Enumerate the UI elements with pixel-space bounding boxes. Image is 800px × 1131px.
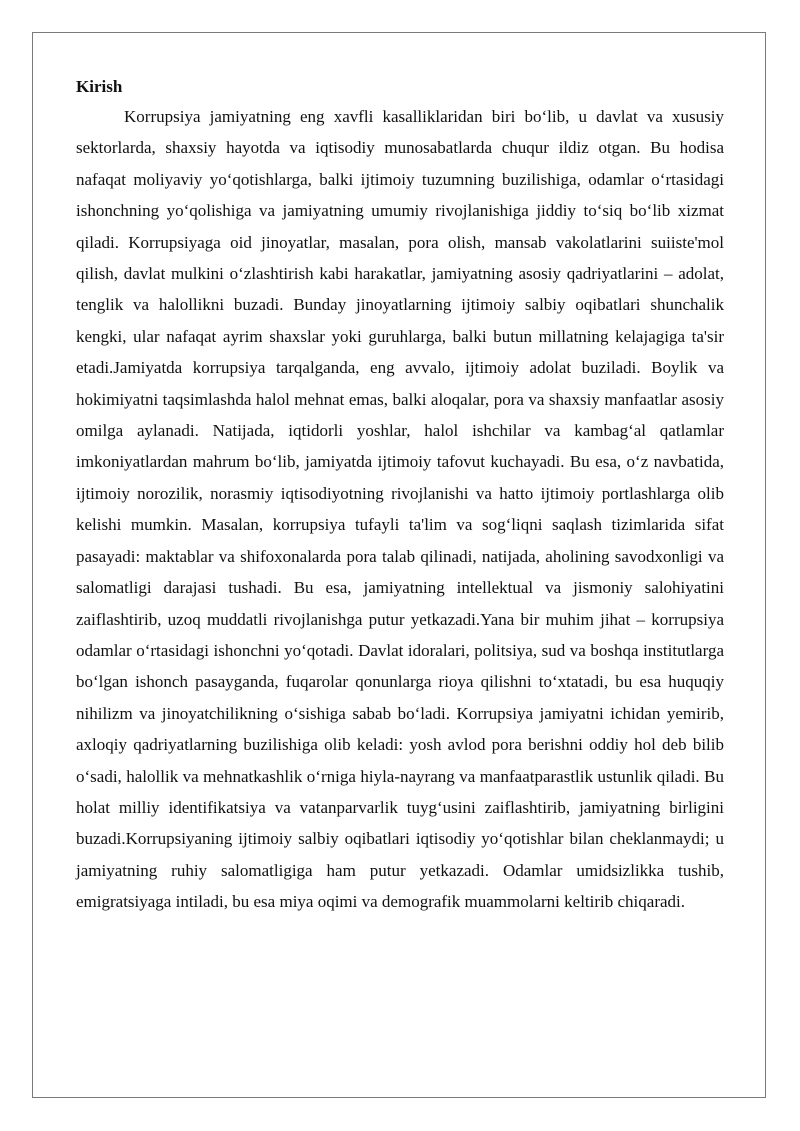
document-body <box>76 73 724 918</box>
section-heading: Kirish <box>76 77 123 96</box>
body-paragraph: Korrupsiya jamiyatning eng xavfli kasalliklaridan biri bo‘lib, u davlat va xususiy sektorlarda, shaxsiy hayotda va iqtisodiy munosabatlarda chuqur ildiz otgan. Bu hodisa nafaqat moliyaviy yo‘qotishlarga, balki ijtimoiy tuzumning buzilishiga, odamlar o‘rtasidagi ishonchning yo‘qolishiga va jamiyatning umumiy rivojlanishiga jiddiy to‘siq bo‘lib xizmat qiladi. Korrupsiyaga oid jinoyatlar, masalan, pora olish, mansab vakolatlarini suiiste'mol qilish, davlat mulkini o‘zlashtirish kabi harakatlar, jamiyatning asosiy qadriyatlarini – adolat, tenglik va halollikni buzadi. Bunday jinoyatlarning ijtimoiy salbiy oqibatlari shunchalik kengki, ular nafaqat ayrim shaxslar yoki guruhlarga, balki butun millatning kelajagiga ta'sir etadi.Jamiyatda korrupsiya tarqalganda, eng avvalo, ijtimoiy adolat buziladi. Boylik va hokimiyatni taqsimlashda halol mehnat emas, balki aloqalar, pora va shaxsiy manfaatlar asosiy omilga aylanadi. Natijada, iqtidorli yoshlar, halol ishchilar va kambag‘al qatlamlar imkoniyatlardan mahrum bo‘lib, jamiyatda ijtimoiy tafovut kuchayadi. Bu esa, o‘z navbatida, ijtimoiy norozilik, norasmiy iqtisodiyotning rivojlanishi va hatto ijtimoiy portlashlarga olib kelishi mumkin. Masalan, korrupsiya tufayli ta'lim va sog‘liqni saqlash tizimlarida sifat pasayadi: maktablar va shifoxonalarda pora talab qilinadi, natijada, aholining savodxonligi va salomatligi darajasi tushadi. Bu esa, jamiyatning intellektual va jismoniy salohiyatini zaiflashtirib, uzoq muddatli rivojlanishga putur yetkazadi.Yana bir muhim jihat – korrupsiya odamlar o‘rtasidagi ishonchni yo‘qotadi. Davlat idoralari, politsiya, sud va boshqa institutlarga bo‘lgan ishonch pasayganda, fuqarolar qonunlarga rioya qilishni to‘xtatadi, bu esa huquqiy nihilizm va jinoyatchilikning o‘sishiga sabab bo‘ladi. Korrupsiya jamiyatni ichidan yemirib, axloqiy qadriyatlarning buzilishiga olib keladi: yosh avlod pora berishni oddiy hol deb bilib o‘sadi, halollik va mehnatkashlik o‘rniga hiyla-nayrang va manfaatparastlik ustunlik qiladi. Bu holat milliy identifikatsiya va vatanparvarlik tuyg‘usini zaiflashtirib, jamiyatning birligini buzadi.Korrupsiyaning ijtimoiy salbiy oqibatlari iqtisodiy yo‘qotishlar bilan cheklanmaydi; u jamiyatning ruhiy salomatligiga ham putur yetkazadi. Odamlar umidsizlikka tushib, emigratsiyaga intiladi, bu esa miya oqimi va demografik muammolarni keltirib chiqaradi. <box>76 107 724 912</box>
